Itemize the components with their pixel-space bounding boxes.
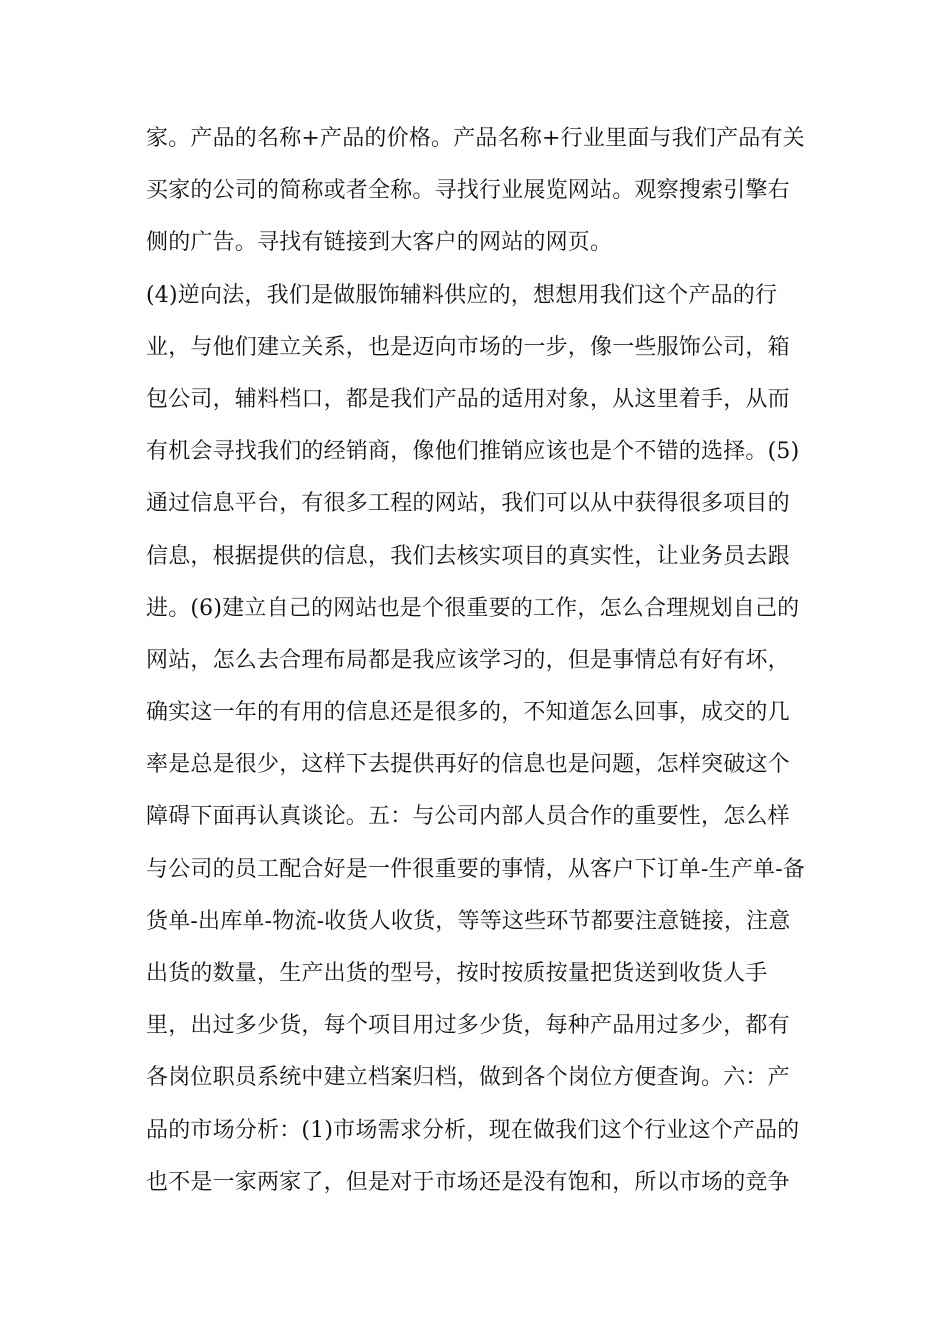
text-line: 业，与他们建立关系，也是迈向市场的一步，像一些服饰公司，箱 <box>146 334 790 360</box>
text-line: 信息，根据提供的信息，我们去核实项目的真实性，让业务员去跟 <box>146 543 790 569</box>
text-line: 进。(6)建立自己的网站也是个很重要的工作，怎么合理规划自己的 <box>146 595 800 621</box>
text-line: 家。产品的名称+产品的价格。产品名称+行业里面与我们产品有关 <box>146 126 805 151</box>
text-line: 率是总是很少，这样下去提供再好的信息也是问题，怎样突破这个 <box>146 752 790 778</box>
text-line: 有机会寻找我们的经销商，像他们推销应该也是个不错的选择。(5) <box>146 439 800 465</box>
text-line: 网站，怎么去合理布局都是我应该学习的，但是事情总有好有坏， <box>146 647 790 673</box>
text-line: 也不是一家两家了，但是对于市场还是没有饱和，所以市场的竞争 <box>146 1169 790 1195</box>
text-line: 买家的公司的简称或者全称。寻找行业展览网站。观察搜索引擎右 <box>146 178 790 204</box>
text-line: 出货的数量，生产出货的型号，按时按质按量把货送到收货人手 <box>146 961 768 986</box>
text-line: 障碍下面再认真谈论。五：与公司内部人员合作的重要性，怎么样 <box>146 804 790 830</box>
text-line: 通过信息平台，有很多工程的网站，我们可以从中获得很多项目的 <box>146 491 790 517</box>
text-line: 品的市场分析：(1)市场需求分析，现在做我们这个行业这个产品的 <box>146 1117 800 1143</box>
text-line: (4)逆向法，我们是做服饰辅料供应的，想想用我们这个产品的行 <box>146 282 778 308</box>
text-line: 确实这一年的有用的信息还是很多的，不知道怎么回事，成交的几 <box>146 700 790 726</box>
text-line: 包公司，辅料档口，都是我们产品的适用对象，从这里着手，从而 <box>146 386 790 412</box>
body-text <box>146 113 826 1209</box>
text-line: 与公司的员工配合好是一件很重要的事情，从客户下订单-生产单-备 <box>146 856 806 882</box>
text-line: 里，出过多少货，每个项目用过多少货，每种产品用过多少，都有 <box>146 1013 790 1039</box>
text-line: 侧的广告。寻找有链接到大客户的网站的网页。 <box>146 230 613 256</box>
text-line: 货单-出库单-物流-收货人收货，等等这些环节都要注意链接，注意 <box>146 908 791 934</box>
text-line: 各岗位职员系统中建立档案归档，做到各个岗位方便查询。六：产 <box>146 1065 790 1091</box>
